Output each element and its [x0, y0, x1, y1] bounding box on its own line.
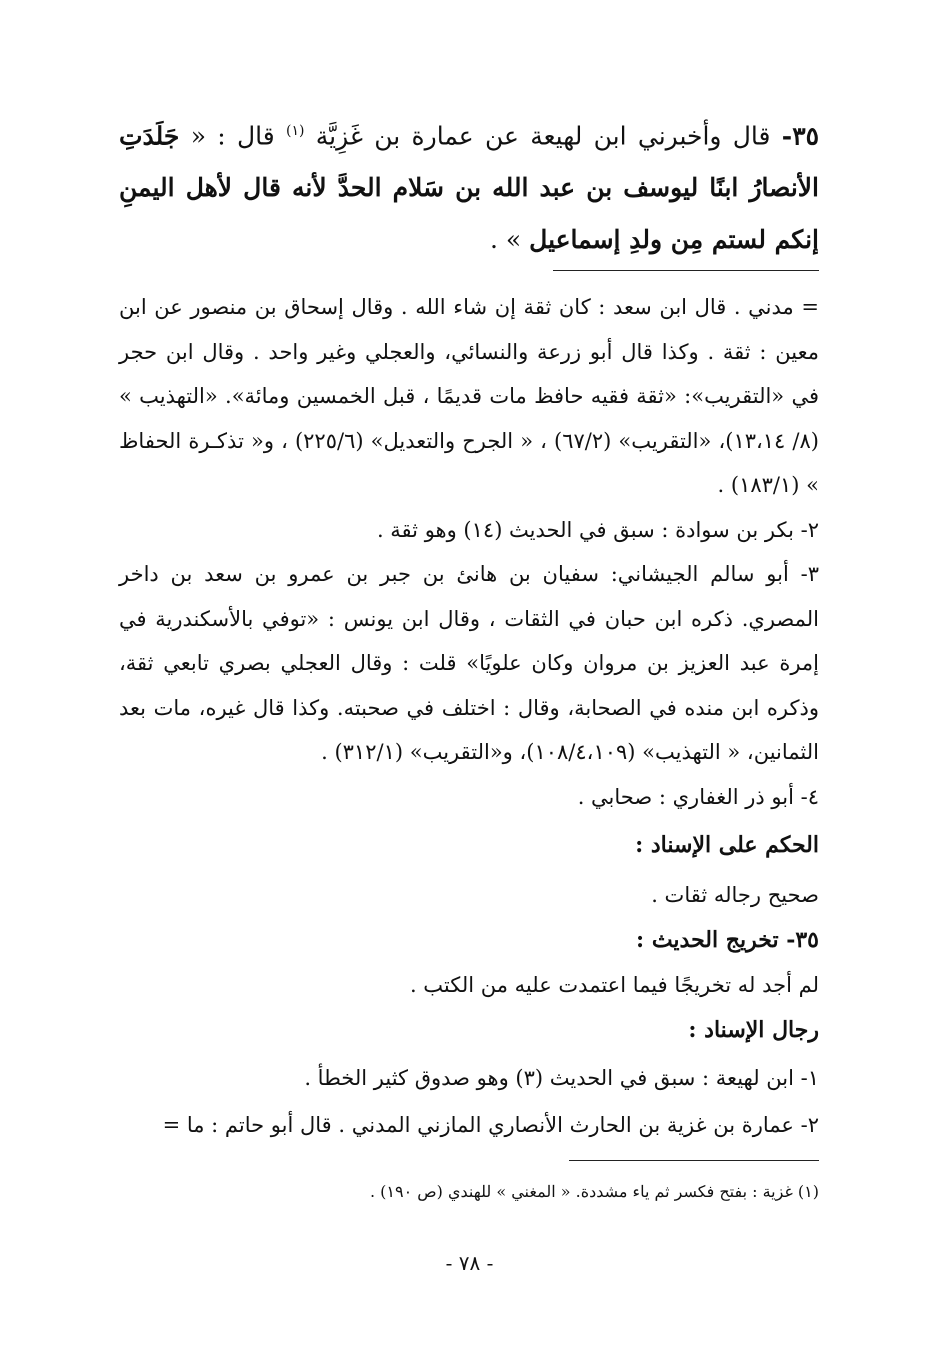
footnote-divider — [569, 1160, 819, 1161]
hadith-quote: جَلَدَتِ الأنصارُ ابنًا ليوسف بن عبد الله بن سَلام الحدَّ لأنه قال لأهل اليمنِ إنكم لستم مِن ولدِ إسماعيل — [119, 121, 819, 255]
narrator-item: ٢- عمارة بن غزية بن الحارث الأنصاري المازني المدني . قال أبو حاتم : ما = — [162, 1113, 819, 1137]
narrators-heading: رجال الإسناد : — [688, 1017, 819, 1043]
narrator-item: ١- ابن لهيعة : سبق في الحديث (٣) وهو صدوق كثير الخطأ . — [304, 1066, 819, 1090]
page-number: - ٧٨ - — [445, 1251, 494, 1275]
ruling-text: صحيح رجاله ثقات . — [651, 883, 819, 907]
commentary-para: ٤- أبو ذر الغفاري : صحابي . — [577, 784, 819, 809]
divider — [553, 270, 819, 271]
takhrij-text: لم أجد له تخريجًا فيما اعتمدت عليه من الكتب . — [409, 973, 819, 997]
hadith-number: ٣٥- — [781, 121, 820, 151]
footnote-marker: (١) — [286, 123, 305, 139]
hadith-chain-cont: قال : « — [190, 121, 275, 151]
commentary-para: ٣- أبو سالم الجيشاني: سفيان بن هانئ بن جبر بن عمرو بن سعد بن داخر المصري. ذكره ابن حبان في الثقات ، وقال ابن يونس : «توفي بالأسكندرية في إمرة عبد العزيز بن مروان وكان علويًا» قلت : وقال العجلي بصري تابعي ثقة، وذكره ابن منده في الصحابة، وقال : اختلف في صحبته. وكذا قال غيره، مات بعد الثمانين، « التهذيب» (١٠٨/٤،١٠٩)، و«التقريب» (٣١٢/١) . — [119, 562, 819, 764]
takhrij-heading: ٣٥- تخريج الحديث : — [636, 927, 819, 953]
commentary — [119, 285, 819, 819]
hadith-chain: قال وأخبرني ابن لهيعة عن عمارة بن غَزِيَّة — [315, 121, 771, 151]
ruling-heading: الحكم على الإسناد : — [635, 832, 819, 858]
commentary-para: ٢- بكر بن سوادة : سبق في الحديث (١٤) وهو ثقة . — [376, 517, 819, 542]
hadith-end: » . — [489, 225, 522, 255]
hadith-text — [119, 105, 819, 266]
commentary-para: = مدني . قال ابن سعد : كان ثقة إن شاء الله . وقال إسحاق بن منصور عن ابن معين : ثقة . وكذا قال أبو زرعة والنسائي، والعجلي وغير واحد . وقال ابن حجر في «التقريب»: «ثقة فقيه حافظ مات قديمًا ، قبل الخمسين ومائة». «التهذيب » (٨/ ١٣،١٤)، «التقريب» (٦٧/٢) ، « الجرح والتعديل» (٢٢٥/٦) ، و« تذكـرة الحفاظ » (١٨٣/١) . — [119, 295, 819, 497]
footnote: (١) غزية : بفتح فكسر ثم ياء مشددة. « المغني » للهندي (ص ١٩٠) . — [369, 1182, 819, 1201]
